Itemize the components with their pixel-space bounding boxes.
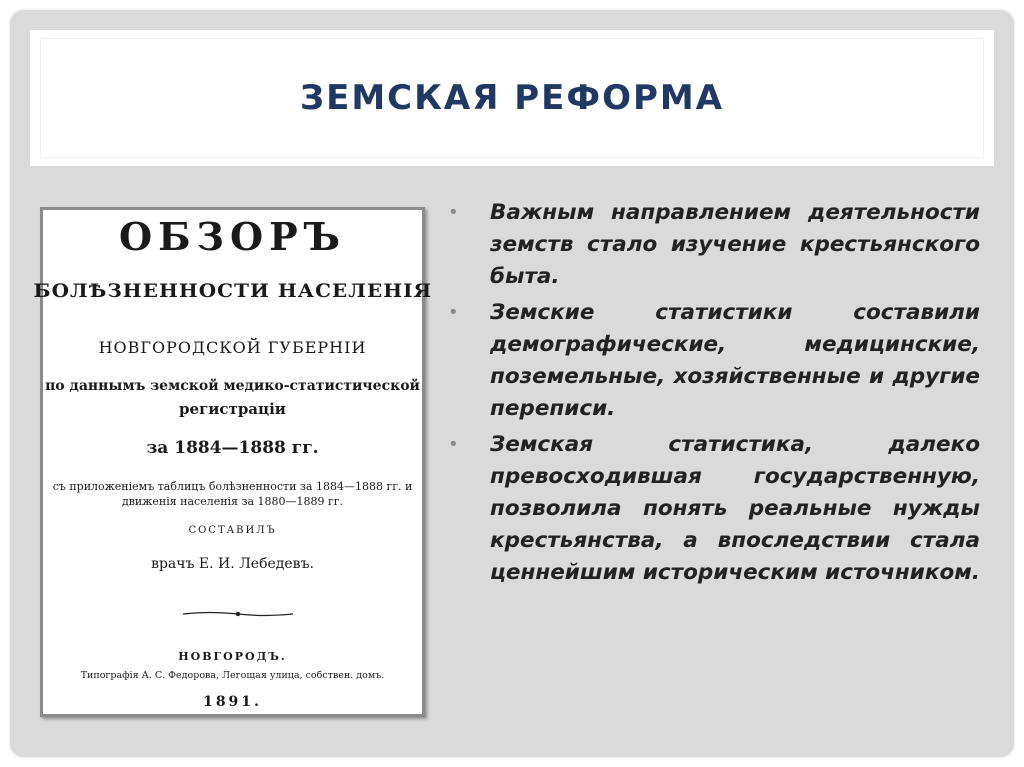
bullet-item (448, 197, 980, 293)
doc-city-line: НОВГОРОДЪ. (178, 650, 287, 663)
bullet-item (448, 429, 980, 589)
title-band (30, 30, 994, 166)
ornament-divider-icon (183, 610, 293, 618)
doc-compiled-line: СОСТАВИЛЪ (188, 525, 277, 536)
doc-author-line: врачъ Е. И. Лебедевъ. (151, 556, 314, 572)
doc-registration-line: регистраціи (179, 400, 286, 418)
bullet-marker: • (448, 302, 459, 323)
bullet-item (448, 297, 980, 425)
bullet-text: Земская статистика, далеко превосходившая государственную, позволила понять реальные нужды крестьянства, а впоследствии стала ценнейшим историческим источником. (490, 432, 980, 585)
doc-year-line: 1891. (203, 694, 262, 710)
doc-appendix-line-1: съ приложеніемъ таблицъ болѣзненности за 1884—1888 гг. и (52, 480, 413, 493)
document-scan-image (33, 207, 433, 717)
bullet-list (448, 197, 980, 593)
slide-title: ЗЕМСКАЯ РЕФОРМА (299, 78, 725, 118)
doc-appendix-line-2: движенія населенія за 1880—1889 гг. (121, 495, 344, 508)
bullet-text: Важным направлением деятельности земств стало изучение крестьянского быта. (490, 200, 980, 289)
doc-title-line: ОБЗОРЪ (118, 214, 346, 259)
bullet-marker: • (448, 434, 459, 455)
doc-province-line: НОВГОРОДСКОЙ ГУБЕРНІИ (98, 338, 367, 357)
doc-source-line: по даннымъ земской медико-статистической (45, 378, 420, 394)
bullet-marker: • (448, 202, 459, 223)
doc-subtitle-line: БОЛѢЗНЕННОСТИ НАСЕЛЕНІЯ (33, 280, 433, 302)
bullet-text: Земские статистики составили демографические, медицинские, поземельные, хозяйственные и другие переписи. (490, 300, 980, 421)
doc-printer-line: Типографія А. С. Федорова, Легощая улица, собствен. домъ. (80, 670, 385, 681)
doc-years-line: за 1884—1888 гг. (146, 438, 319, 458)
